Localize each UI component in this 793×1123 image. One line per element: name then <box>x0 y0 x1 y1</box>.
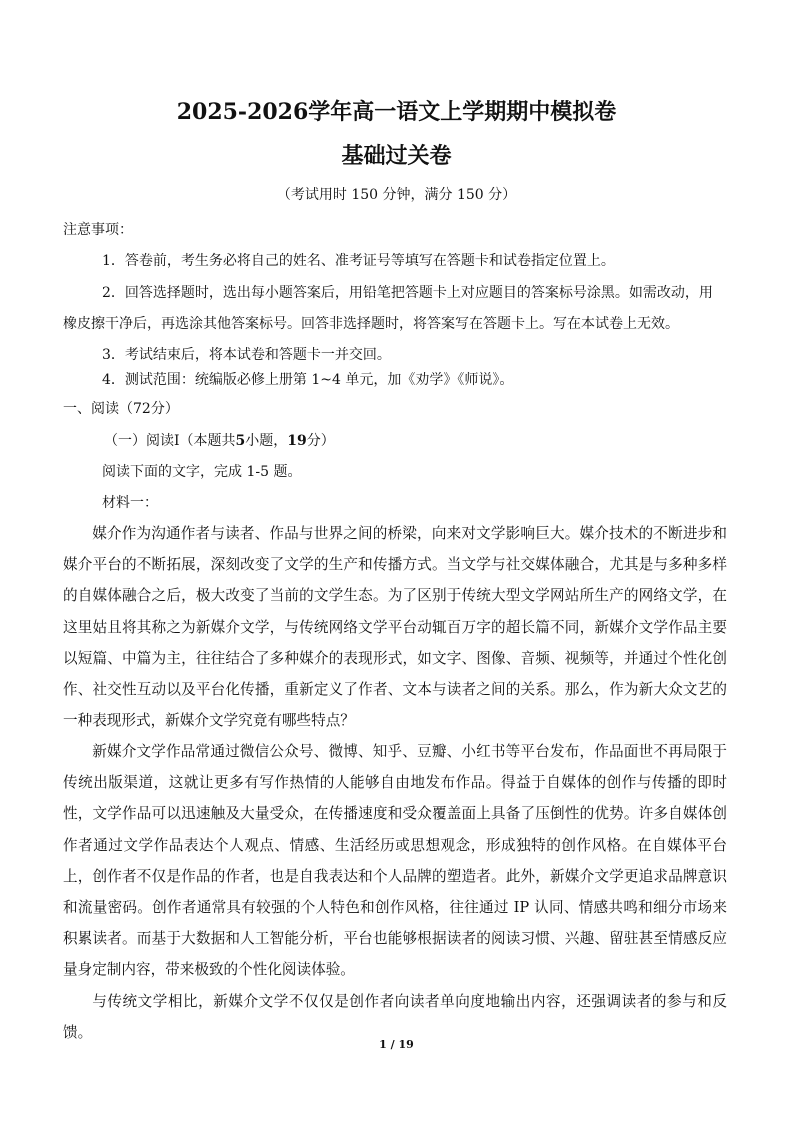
sub-heading-prefix: （一）阅读Ⅰ（本题共 <box>104 433 236 449</box>
sub-heading-count: 5 <box>235 433 246 449</box>
exam-title: 2025-2026学年高一语文上学期期中模拟卷 <box>176 99 617 125</box>
section-heading: 一、阅读（72分） <box>63 401 179 417</box>
sub-heading-score: 19 <box>287 433 307 449</box>
paragraph-2: 新媒介文学作品常通过微信公众号、微博、知乎、豆瓣、小红书等平台发布，作品面世不再局限于传统出版渠道，这就让更多有写作热情的人能够自由地发布作品。得益于自媒体的创作与传播的即时性，文学作品可以迅速触及大量受众，在传播速度和受众覆盖面上具备了压倒性的优势。许多自媒体创作者通过文学作品表达个人观点、情感、生活经历或思想观念，形成独特的创作风格。在自媒体平台上，创作者不仅是作品的作者，也是自我表达和个人品牌的塑造者。此外，新媒介文学更追求品牌意识和流量密码。创作者通常具有较强的个人特色和创作风格，往往通过 IP 认同、情感共鸣和细分市场来积累读者。而基于大数据和人工智能分析，平台也能够根据读者的阅读习惯、兴趣、留驻甚至情感反应量身定制内容，带来极致的个性化阅读体验。 <box>63 743 727 979</box>
reading-instruction: 阅读下面的文字，完成 1-5 题。 <box>102 464 302 480</box>
notice-item-2-cont: 橡皮擦干净后，再选涂其他答案标号。回答非选择题时，将答案写在答题卡上。写在本试卷上无效。 <box>63 316 679 332</box>
notice-heading: 注意事项： <box>63 222 133 238</box>
material-label: 材料一： <box>102 495 158 511</box>
exam-subtitle: 基础过关卷 <box>341 143 452 169</box>
page-number: 1 / 19 <box>379 1038 414 1051</box>
notice-item-1: 1．答卷前，考生务必将自己的姓名、准考证号等填写在答题卡和试卷指定位置上。 <box>102 253 615 269</box>
notice-item-4: 4．测试范围：统编版必修上册第 1~4 单元，加《劝学》《师说》。 <box>102 372 514 388</box>
sub-heading-mid: 小题， <box>245 433 288 449</box>
exam-info: （考试用时 150 分钟，满分 150 分） <box>276 187 517 203</box>
paragraph-3: 与传统文学相比，新媒介文学不仅仅是创作者向读者单向度地输出内容，还强调读者的参与和反馈。 <box>63 993 727 1042</box>
notice-item-3: 3．考试结束后，将本试卷和答题卡一并交回。 <box>102 347 391 363</box>
notice-item-2: 2．回答选择题时，选出每小题答案后，用铅笔把答题卡上对应题目的答案标号涂黑。如需改动，用 <box>102 285 713 301</box>
paragraph-1: 媒介作为沟通作者与读者、作品与世界之间的桥梁，向来对文学影响巨大。媒介技术的不断进步和媒介平台的不断拓展，深刻改变了文学的生产和传播方式。当文学与社交媒体融合，尤其是与多种多样的自媒体融合之后，极大改变了当前的文学生态。为了区别于传统大型文学网站所生产的网络文学，在这里姑且将其称之为新媒介文学，与传统网络文学平台动辄百万字的超长篇不同，新媒介文学作品主要以短篇、中篇为主，往往结合了多种媒介的表现形式，如文字、图像、音频、视频等，并通过个性化创作、社交性互动以及平台化传播，重新定义了作者、文本与读者之间的关系。那么，作为新大众文艺的一种表现形式，新媒介文学究竟有哪些特点？ <box>63 525 727 730</box>
sub-heading-suffix: 分） <box>306 433 335 449</box>
sub-section-heading <box>104 431 335 451</box>
